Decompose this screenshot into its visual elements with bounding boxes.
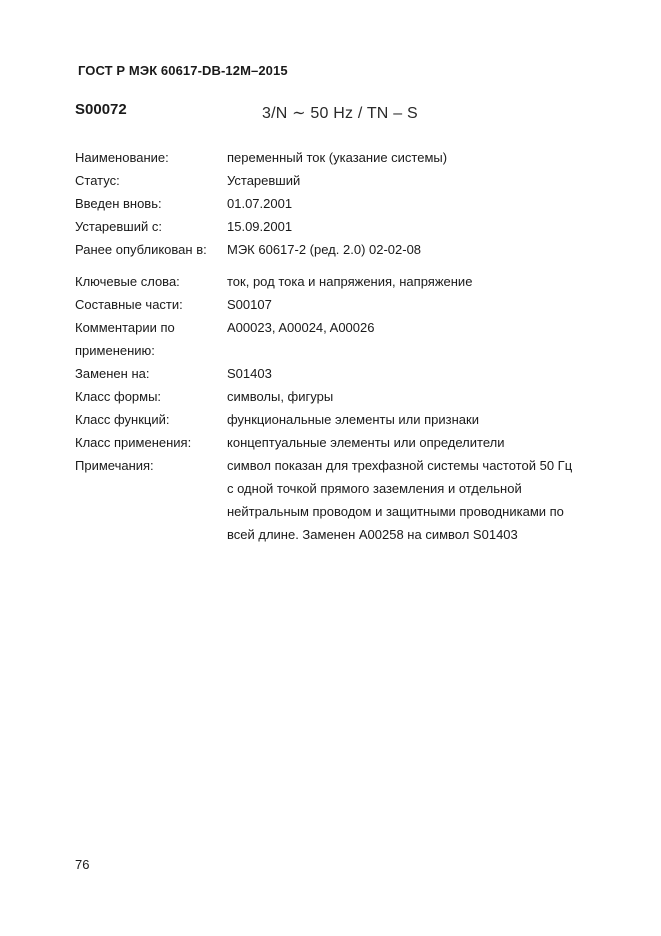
field-value: переменный ток (указание системы) — [227, 150, 448, 165]
field-list — [75, 146, 595, 546]
field-value: 01.07.2001 — [227, 196, 293, 211]
field-value: МЭК 60617-2 (ред. 2.0) 02-02-08 — [227, 242, 422, 257]
field-label: Заменен на: — [75, 366, 150, 381]
field-value: S01403 — [227, 366, 272, 381]
field-value: концептуальные элементы или определители — [227, 435, 505, 450]
field-row-keywords — [75, 270, 595, 293]
symbol-graphic: 3/N ∼ 50 Hz / TN – S — [262, 105, 418, 122]
field-row-components — [75, 293, 595, 316]
field-label: Ранее опубликован в: — [75, 242, 207, 257]
page-number: 76 — [75, 857, 90, 872]
field-value: 15.09.2001 — [227, 219, 293, 234]
field-label: Примечания: — [75, 458, 154, 473]
field-value: функциональные элементы или признаки — [227, 412, 479, 427]
field-label: Класс применения: — [75, 435, 192, 450]
field-label: Ключевые слова: — [75, 274, 180, 289]
field-label: Комментарии по применению: — [75, 320, 175, 358]
field-row-application-comments — [75, 316, 595, 362]
field-label: Класс формы: — [75, 389, 162, 404]
field-row-obsolete-since — [75, 215, 595, 238]
field-label: Наименование: — [75, 150, 169, 165]
field-label: Введен вновь: — [75, 196, 162, 211]
field-label: Статус: — [75, 173, 120, 188]
field-row-name — [75, 146, 595, 169]
symbol-code: S00072 — [75, 101, 127, 118]
field-row-replaced-by — [75, 362, 595, 385]
field-label: Устаревший с: — [75, 219, 162, 234]
field-value: Устаревший — [227, 173, 301, 188]
field-value: S00107 — [227, 297, 272, 312]
document-header: ГОСТ Р МЭК 60617-DB-12M–2015 — [78, 63, 288, 78]
field-row-introduced — [75, 192, 595, 215]
field-value: A00023, A00024, A00026 — [227, 320, 375, 335]
field-row-shape-class — [75, 385, 595, 408]
field-row-status — [75, 169, 595, 192]
field-row-function-class — [75, 408, 595, 431]
field-value: символы, фигуры — [227, 389, 334, 404]
field-row-previously-published — [75, 238, 595, 261]
field-label: Класс функций: — [75, 412, 170, 427]
field-row-application-class — [75, 431, 595, 454]
field-value: ток, род тока и напряжения, напряжение — [227, 274, 473, 289]
field-label: Составные части: — [75, 297, 183, 312]
field-row-notes — [75, 454, 595, 546]
field-value: символ показан для трехфазной системы частотой 50 Гц с одной точкой прямого заземления и отдельной нейтральным проводом и защитными проводниками по всей длине. Заменен A00258 на символ S01403 — [227, 458, 573, 542]
